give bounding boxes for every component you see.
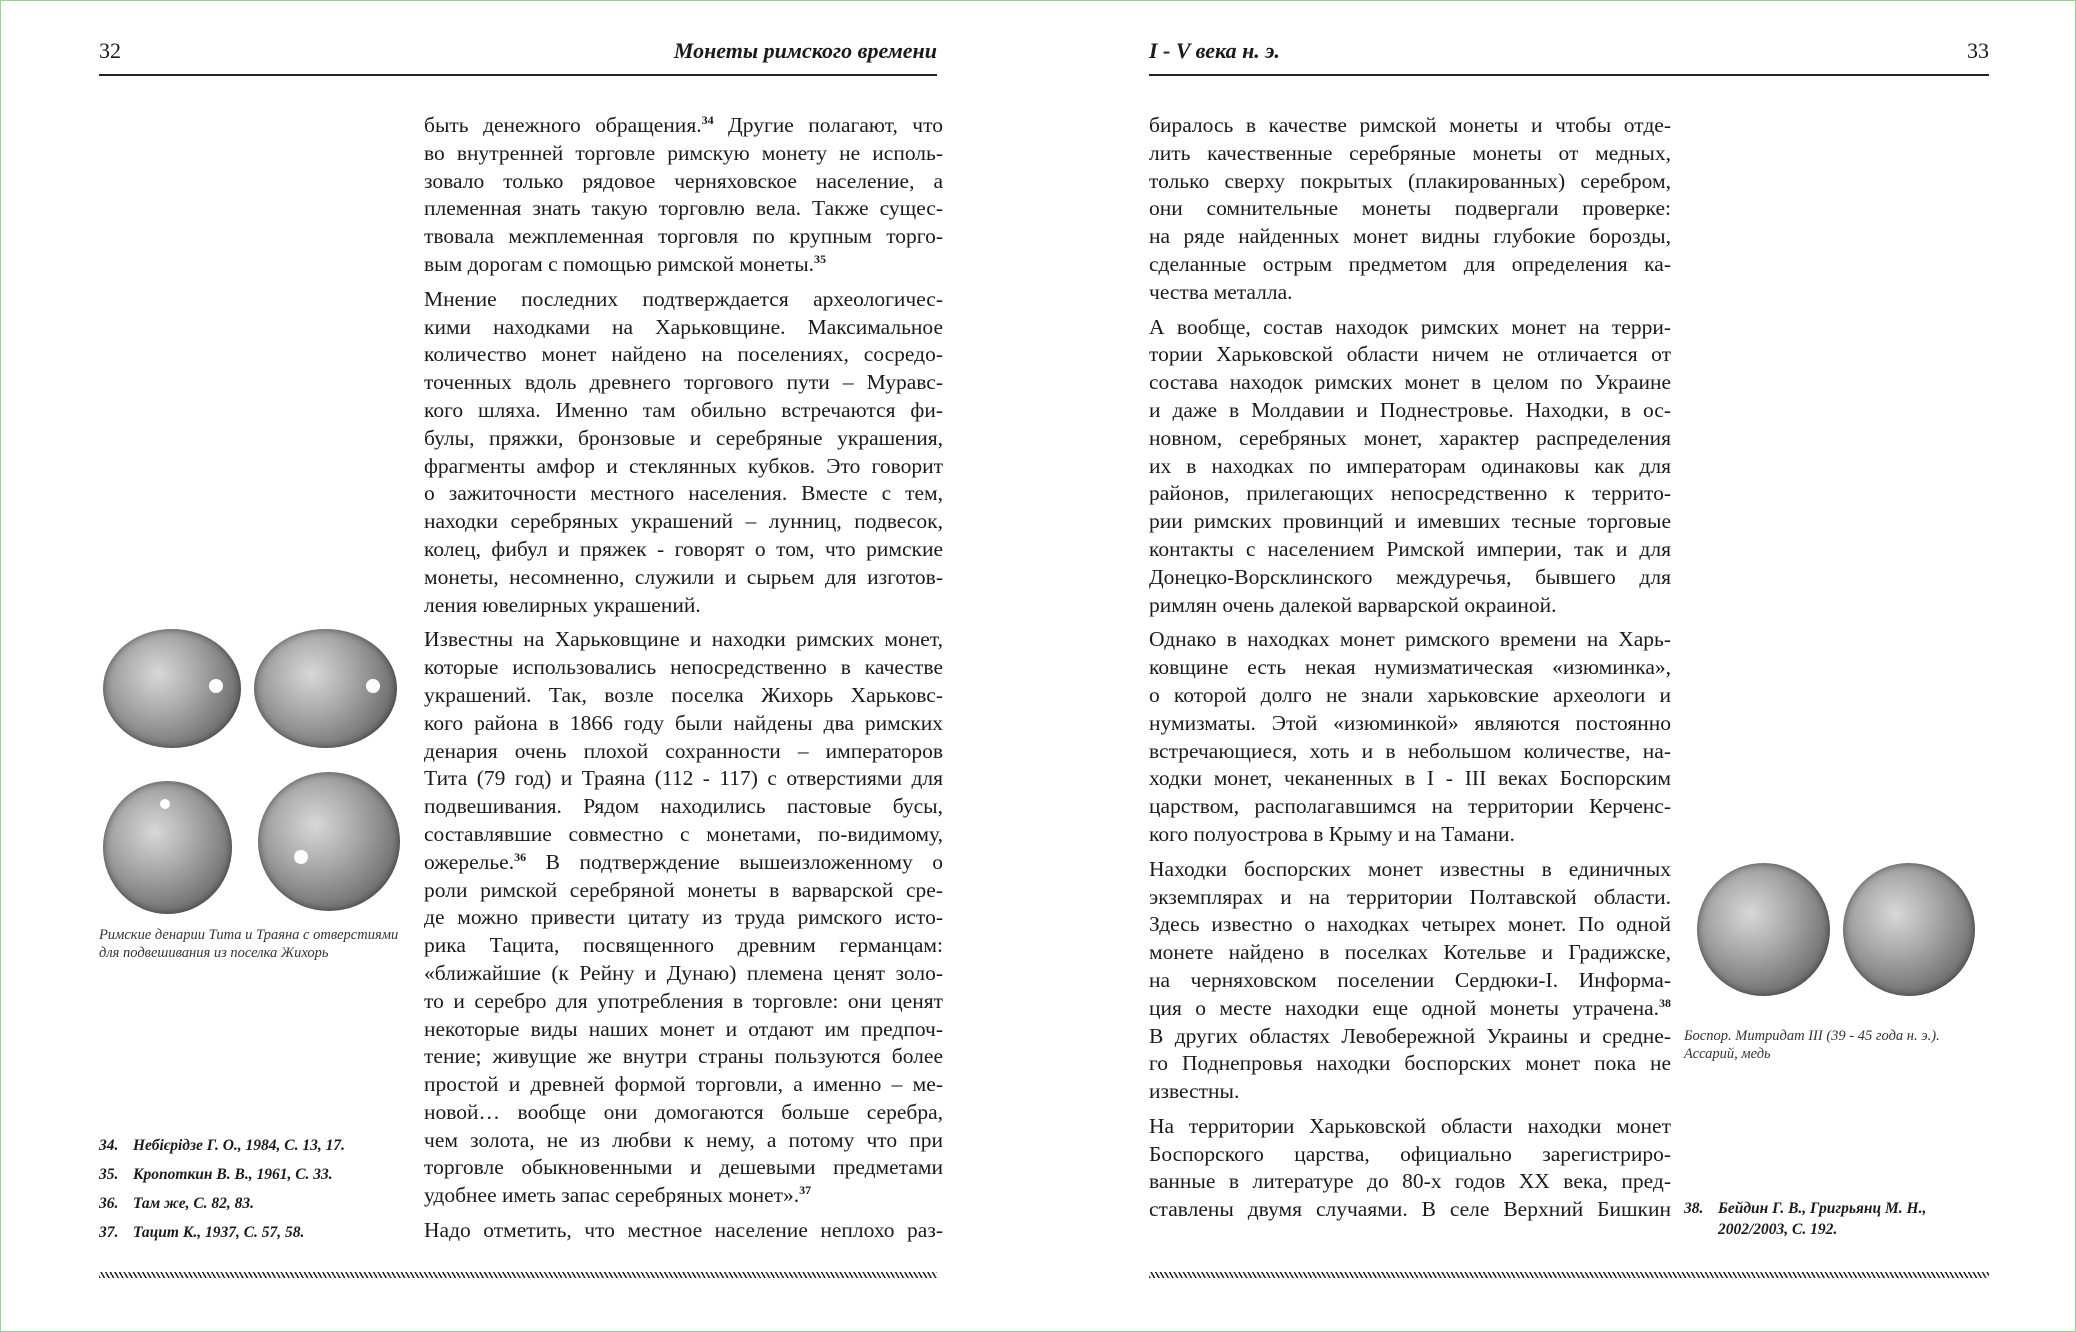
line-text: Известны на Харьковщине и находки римских монет,: [424, 627, 943, 652]
text-line: [1149, 536, 1671, 564]
paragraph: [1149, 314, 1671, 620]
text-line: [424, 341, 943, 369]
line-text: В других областях Левобережной Украины и средне-: [1149, 1023, 1671, 1048]
line-text: кими находками на Харьковщине. Максимальное: [424, 314, 943, 339]
text-line: [1149, 1168, 1671, 1196]
footnote: [99, 1160, 345, 1189]
line-text: подвешивания. Рядом находились пастовые бусы,: [424, 794, 943, 819]
line-text: тории Харьковской области ничем не отличается от: [1149, 342, 1671, 367]
text-line: [424, 793, 943, 821]
caption-line: для подвешивания из поселка Жихорь: [99, 945, 329, 961]
text-line: [424, 1182, 943, 1210]
coin-image: [254, 629, 397, 748]
line-text: известны.: [1149, 1079, 1240, 1104]
text-line: [424, 195, 943, 223]
footnote-number: 35.: [99, 1166, 119, 1183]
text-line: [424, 314, 943, 342]
footnote-reference: 37: [799, 1183, 812, 1198]
paragraph: [1149, 856, 1671, 1106]
line-text: го Поднепровья находки боспорских монет пока не: [1149, 1051, 1671, 1076]
line-text: которые использовались непосредственно в качестве: [424, 655, 943, 680]
text-line: [424, 508, 943, 536]
line-text: новном, серебряных монет, характер распределения: [1149, 425, 1671, 450]
line-text: царством, располагавшимся на территории Керченс-: [1149, 794, 1671, 819]
text-line: [1149, 195, 1671, 223]
paragraph: [1149, 1113, 1671, 1224]
caption-line: Боспор. Митридат III (39 - 45 года н. э.).: [1684, 1028, 1940, 1044]
text-line: [1149, 856, 1671, 884]
footnote-number: 34.: [99, 1137, 119, 1154]
line-text: Надо отметить, что местное население неплохо раз-: [424, 1218, 943, 1243]
text-line: [1149, 369, 1671, 397]
line-text: удобнее иметь запас серебряных монет».: [424, 1183, 800, 1208]
text-line: [1149, 223, 1671, 251]
line-text: На территории Харьковской области находки монет: [1149, 1113, 1671, 1138]
running-head: I - V века н. э.: [1149, 38, 1280, 63]
text-line: [424, 223, 943, 251]
paragraph: [1149, 112, 1671, 307]
line-text: тение; живущие же внутри страны пользуются более: [424, 1044, 943, 1069]
line-text: о которой долго не знали харьковские археологи и: [1149, 682, 1671, 707]
text-line: [1149, 341, 1671, 369]
text-line: [1149, 911, 1671, 939]
text-line: [1149, 626, 1671, 654]
text-line: [1149, 592, 1671, 620]
footer-hatch-rule: [1149, 1272, 1989, 1278]
footnote-text: Бейдин Г. В., Григрьянц М. Н.,: [1718, 1200, 1927, 1217]
paragraph: [424, 286, 943, 620]
footnote-text: 2002/2003, С. 192.: [1718, 1221, 1838, 1238]
text-line: [1149, 793, 1671, 821]
text-line: [424, 536, 943, 564]
line-text: только сверху покрытых (плакированных) серебром,: [1149, 168, 1671, 193]
text-line: [424, 960, 943, 988]
line-text: состава находок римских монет в целом по Украине: [1149, 370, 1671, 395]
line-text: Однако в находках монет римского времени на Харь-: [1149, 627, 1671, 652]
text-line: [424, 397, 943, 425]
figure-caption: [1684, 1027, 2004, 1063]
text-line: [424, 1127, 943, 1155]
line-text: Находки боспорских монет известны в единичных: [1149, 856, 1671, 881]
line-text: ванные в литературе до 80-х годов XX века, пред-: [1149, 1169, 1671, 1194]
text-line: [424, 425, 943, 453]
footnote: [99, 1131, 345, 1160]
text-line: [424, 1043, 943, 1071]
line-text: лить качественные серебряные монеты от медных,: [1149, 140, 1671, 165]
text-line: [424, 140, 943, 168]
text-line: [1149, 480, 1671, 508]
text-line: [424, 1071, 943, 1099]
text-line: [1149, 140, 1671, 168]
line-text: А вообще, состав находок римских монет на терри-: [1149, 314, 1671, 339]
text-line: [424, 1016, 943, 1044]
line-text: роли римской серебряной монеты в варварской сре-: [424, 877, 943, 902]
footnote: [99, 1189, 345, 1218]
text-line: [424, 564, 943, 592]
text-line: [424, 168, 943, 196]
line-text: фрагменты амфор и стеклянных кубков. Это говорит: [424, 453, 943, 478]
line-text: количество монет найдено на поселениях, сосредо-: [424, 342, 943, 367]
line-text: чем золота, не из любви к нему, а потому что при: [424, 1127, 943, 1152]
text-line: [424, 112, 943, 140]
line-text: рика Тацита, посвященного древним германцам:: [424, 933, 943, 958]
coin-image: [103, 629, 241, 748]
page-number: 32: [99, 38, 121, 63]
line-text: составлявшие совместно с монетами, по-видимому,: [424, 821, 943, 846]
text-line: [1149, 1196, 1671, 1224]
line-text: булы, пряжки, бронзовые и серебряные украшения,: [424, 425, 943, 450]
text-line: [1149, 508, 1671, 536]
text-line: [424, 654, 943, 682]
footnote-number: 36.: [99, 1195, 119, 1212]
text-line: [1149, 112, 1671, 140]
line-text: на черняховском поселении Сердюки-I. Информа-: [1149, 967, 1671, 992]
text-line: [424, 988, 943, 1016]
header-rule: [1149, 74, 1989, 76]
text-line: [1149, 1141, 1671, 1169]
line-text: Здесь известно о находках четырех монет. По одной: [1149, 912, 1671, 937]
line-text: кого шляха. Именно там обильно встречаются фи-: [424, 397, 943, 422]
text-line: [1149, 1023, 1671, 1051]
line-text: во внутренней торговле римскую монету не исполь-: [424, 140, 943, 165]
text-line: [424, 932, 943, 960]
line-text: биралось в качестве римской монеты и чтобы отде-: [1149, 113, 1671, 137]
text-line: [1149, 1050, 1671, 1078]
line-text: и даже в Молдавии и Поднестровье. Находки, в ос-: [1149, 397, 1671, 422]
line-text: быть денежного обращения.: [424, 113, 702, 137]
text-line: [1149, 251, 1671, 279]
text-line: [1149, 654, 1671, 682]
text-line: [424, 877, 943, 905]
caption-line: Ассарий, медь: [1684, 1046, 1771, 1062]
footnote-reference: 38: [1659, 995, 1671, 1010]
text-line: [424, 453, 943, 481]
page-number: 33: [1967, 38, 1989, 63]
text-line: [1149, 453, 1671, 481]
text-line: [1149, 279, 1671, 307]
line-text: монете найдено в поселках Котельве и Градижске,: [1149, 940, 1671, 965]
body-text-column: [1149, 112, 1671, 1231]
line-text: де можно привести цитату из труда римского исто-: [424, 905, 943, 930]
footnote-number: 38.: [1684, 1200, 1704, 1217]
text-line: [424, 1154, 943, 1182]
footnote-reference: 36: [514, 849, 527, 864]
text-line: [424, 710, 943, 738]
text-line: [424, 480, 943, 508]
header-rule: [99, 74, 937, 76]
paragraph: [424, 112, 943, 279]
line-text: находки серебряных украшений – лунниц, подвесок,: [424, 509, 943, 534]
line-text: В подтверждение вышеизложенному о: [526, 849, 943, 874]
line-text: ожерелье.: [424, 849, 515, 874]
footnote-number: 37.: [99, 1224, 119, 1241]
line-text: вым дорогам с помощью римской монеты.: [424, 251, 815, 276]
text-line: [1149, 1113, 1671, 1141]
text-line: [424, 849, 943, 877]
line-text: ковщине есть некая нумизматическая «изюминка»,: [1149, 655, 1671, 680]
coin-obverse-image: [1697, 863, 1830, 996]
line-text: их в находках по императорам одинаковы как для: [1149, 453, 1671, 478]
line-text: ставлены двумя случаями. В селе Верхний Бишкин: [1149, 1197, 1671, 1222]
line-text: точенных вдоль древнего торгового пути – Муравс-: [424, 370, 943, 395]
footnote-text: Там же, С. 82, 83.: [133, 1195, 255, 1212]
text-line: [1149, 884, 1671, 912]
text-line: [1149, 765, 1671, 793]
line-text: о зажиточности местного населения. Вместе с тем,: [424, 481, 943, 506]
line-text: сделанные острым предметом для определения ка-: [1149, 251, 1671, 276]
line-text: Тита (79 год) и Траяна (112 - 117) с отверстиями для: [424, 766, 943, 791]
line-text: нумизматы. Этой «изюминкой» являются постоянно: [1149, 710, 1671, 735]
line-text: Другие полагают, что: [713, 113, 943, 137]
line-text: рии римских провинций и имевших тесные торговые: [1149, 509, 1671, 534]
text-line: [424, 286, 943, 314]
footnotes: [1684, 1198, 1926, 1240]
text-line: [1149, 939, 1671, 967]
line-text: некоторые виды наших монет и отдают им предпоч-: [424, 1016, 943, 1041]
line-text: кого района в 1866 году были найдены два римских: [424, 710, 943, 735]
line-text: племенная знать такую торговлю вела. Также сущес-: [424, 196, 943, 221]
footnote: [1684, 1198, 1926, 1219]
line-text: зовало только рядовое черняховское население, а: [424, 168, 943, 193]
footnote-text: Кропоткин В. В., 1961, С. 33.: [133, 1166, 333, 1183]
line-text: кого полуострова в Крыму и на Тамани.: [1149, 821, 1515, 846]
text-line: [424, 904, 943, 932]
line-text: украшений. Так, возле поселка Жихорь Харьковс-: [424, 682, 943, 707]
line-text: районов, прилегающих непосредственно к террито-: [1149, 481, 1671, 506]
line-text: экземплярах и на территории Полтавской области.: [1149, 884, 1671, 909]
text-line: [424, 821, 943, 849]
text-line: [424, 592, 943, 620]
coin-image: [103, 781, 232, 914]
text-line: [1149, 1078, 1671, 1106]
line-text: ления ювелирных украшений.: [424, 592, 701, 617]
line-text: простой и древней формой торговли, а именно – ме-: [424, 1072, 943, 1097]
line-text: Мнение последних подтверждается археологичес-: [424, 286, 943, 311]
line-text: то и серебро для употребления в торговле: они ценят: [424, 988, 943, 1013]
line-text: твовала межплеменная торговля по крупным торго-: [424, 224, 943, 249]
text-line: [424, 765, 943, 793]
text-line: [1149, 738, 1671, 766]
text-line: [424, 251, 943, 279]
line-text: ция о месте находки еще одной монеты утрачена.: [1149, 995, 1659, 1020]
body-text-column: [424, 112, 943, 1252]
figure-caption: [99, 926, 419, 962]
text-line: [1149, 314, 1671, 342]
text-line: [1149, 168, 1671, 196]
coin-reverse-image: [1843, 863, 1975, 996]
line-text: колец, фибул и пряжек - говорят о том, что римские: [424, 536, 943, 561]
footnote-reference: 34: [701, 113, 714, 127]
text-line: [1149, 821, 1671, 849]
coin-image: [258, 772, 400, 911]
text-line: [1149, 682, 1671, 710]
line-text: новой… вообще они домогаются больше серебра,: [424, 1099, 943, 1124]
running-head: Монеты римского времени: [673, 38, 937, 63]
line-text: ходки монет, чеканенных в I - III веках Боспорским: [1149, 766, 1671, 791]
caption-line: Римские денарии Тита и Траяна с отверстиями: [99, 927, 399, 943]
text-line: [1149, 710, 1671, 738]
text-line: [1149, 397, 1671, 425]
line-text: контакты с населением Римской империи, так и для: [1149, 536, 1671, 561]
text-line: [1149, 967, 1671, 995]
paragraph: [1149, 626, 1671, 848]
text-line: [1149, 564, 1671, 592]
footnote-text: Небієрідзе Г. О., 1984, С. 13, 17.: [133, 1137, 345, 1154]
line-text: римлян очень далекой варварской окраиной.: [1149, 592, 1557, 617]
footer-hatch-rule: [99, 1272, 937, 1278]
line-text: монеты, несомненно, служили и сырьем для изготов-: [424, 564, 943, 589]
line-text: чества металла.: [1149, 279, 1293, 304]
line-text: Донецко-Ворсклинского междуречья, бывшего для: [1149, 564, 1671, 589]
text-line: [1149, 995, 1671, 1023]
line-text: денария очень плохой сохранности – императоров: [424, 738, 943, 763]
text-line: [424, 369, 943, 397]
text-line: [424, 738, 943, 766]
text-line: [424, 1217, 943, 1245]
text-line: [424, 1099, 943, 1127]
footnote-reference: 35: [814, 251, 827, 266]
text-line: [1149, 425, 1671, 453]
footnote-text: Тацит К., 1937, С. 57, 58.: [133, 1224, 305, 1241]
footnote: [99, 1218, 345, 1247]
line-text: они сомнительные монеты подвергали проверке:: [1149, 196, 1671, 221]
text-line: [424, 682, 943, 710]
line-text: на ряде найденных монет видны глубокие борозды,: [1149, 224, 1671, 249]
line-text: встречающиеся, хоть и в небольшом количестве, на-: [1149, 738, 1671, 763]
footnotes: [99, 1131, 345, 1247]
line-text: «ближайшие (к Рейну и Дунаю) племена ценят золо-: [424, 960, 943, 985]
line-text: Боспорского царства, официально зарегистриро-: [1149, 1141, 1671, 1166]
paragraph: [424, 626, 943, 1210]
text-line: [424, 626, 943, 654]
line-text: торговле обыкновенными и дешевыми предметами: [424, 1155, 943, 1180]
paragraph: [424, 1217, 943, 1245]
